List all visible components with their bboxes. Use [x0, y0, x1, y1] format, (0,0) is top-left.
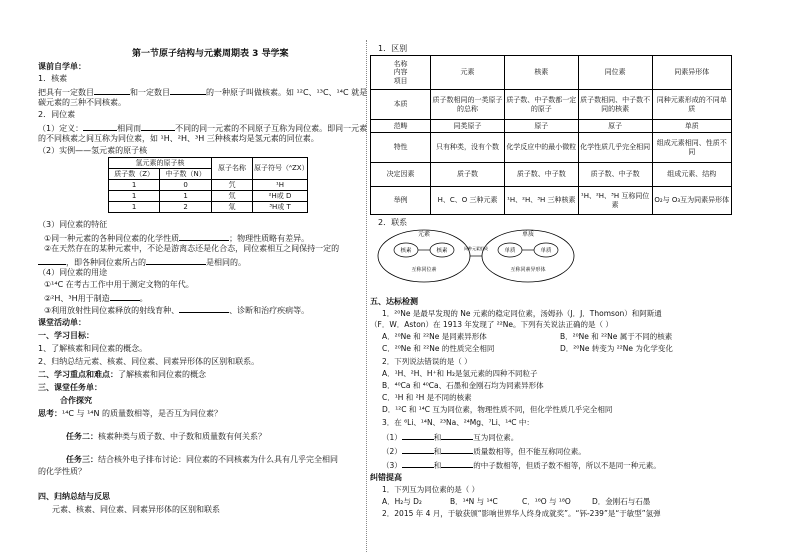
q3-part2-num: （2） — [382, 447, 402, 456]
s2-example-heading: （2）实例——氢元素的原子核 — [38, 146, 148, 155]
s4-item2-a: ②²H、³H用于制造 — [44, 294, 110, 303]
s3-item2: ②在天然存在的某种元素中，不论是游离态还是化合态，同位素相互之间保持一定的 — [44, 244, 340, 253]
cell: 质子数、中子数都一定的原子 — [504, 90, 578, 120]
table-row — [371, 133, 732, 163]
key-points-heading: 二、学习重点和难点： — [38, 370, 118, 379]
diagram-middle-label: 同种元素组成 — [464, 246, 488, 251]
q3-part3-num: （3） — [382, 461, 402, 470]
cell: 同种元素形成的不同单质 — [652, 90, 731, 120]
task3-label: 任务三： — [66, 455, 98, 464]
s4-heading: （4）同位素的用途 — [38, 268, 108, 277]
cell: 原子 — [578, 120, 652, 133]
col-header-protons: 质子数（Z） — [109, 169, 160, 180]
q2-option-d: D．¹²C 和 ¹⁴C 互为同位素，物理性质不同，但化学性质几乎完全相同 — [382, 405, 613, 414]
q3-part2 — [382, 445, 586, 456]
diagram-element-label: 元素 — [417, 231, 431, 238]
row-label: 决定因素 — [371, 163, 431, 187]
blank[interactable] — [110, 292, 140, 301]
q2-option-c: C．¹H 和 ²H 是不同的核素 — [382, 393, 472, 402]
q3-part2-text: 质量数相等，但不能互称同位素。 — [473, 447, 586, 456]
blank[interactable] — [179, 232, 229, 241]
cell: 化学反应中的最小微粒 — [504, 133, 578, 163]
s4-item3-b: 、诊断和治疗疾病等。 — [229, 306, 310, 315]
cell: 化学性质几乎完全相同 — [578, 133, 652, 163]
cell: 组成元素相同、性质不同 — [652, 133, 731, 163]
table-group-header: 氢元素的原子核 — [109, 158, 212, 169]
hydrogen-isotope-table — [108, 157, 308, 213]
s4-item3 — [44, 304, 309, 316]
corner-label-2: 内容 — [393, 68, 408, 77]
e1-option-a: A．H₂与 D₂ — [382, 497, 422, 506]
cell: 1 — [160, 191, 212, 202]
task-3-cont: 的化学性质？ — [38, 467, 86, 476]
think-text: ¹⁴C 与 ¹⁴N 的质量数相等，是否互为同位素？ — [62, 409, 223, 418]
s3-heading: （3）同位素的特征 — [38, 220, 108, 229]
cell: ¹H、²H、³H 互称同位素 — [578, 187, 652, 215]
summary-heading: 四、归纳总结与反思 — [38, 492, 110, 501]
test-heading: 五、达标检测 — [370, 297, 418, 306]
cell: 质子数相同、中子数不同的核素 — [578, 90, 652, 120]
diagram-nuclide-1: 核素 — [400, 248, 412, 254]
section-in-class: 课堂活动单： — [38, 318, 86, 327]
table-row — [109, 191, 308, 202]
cell: 只有种类，没有个数 — [431, 133, 505, 163]
blank[interactable] — [441, 431, 473, 440]
task-2 — [66, 432, 266, 442]
blank[interactable] — [170, 86, 206, 95]
page-title: 第一节原子结构与元素周期表 3 导学案 — [132, 49, 289, 59]
s4-item1: ①¹⁴C 在考古工作中用于测定文物的年代。 — [44, 280, 194, 289]
q2-stem: 2．下列说法错误的是（ ） — [382, 357, 472, 366]
cell: 0 — [160, 180, 212, 191]
cell: O₂与 O₃互为同素异形体 — [652, 187, 731, 215]
corner-label-1: 名称 — [393, 60, 408, 69]
s3-item1-b: ；物理性质略有差异。 — [229, 234, 310, 243]
table-row — [109, 202, 308, 213]
s1-text-b: 和一定数目 — [130, 88, 170, 97]
blank[interactable] — [146, 256, 206, 265]
diagram-allotrope-label: 互称同素异形体 — [510, 267, 546, 273]
s2-def-line2: 的不同核素之间互称为同位素，如 ¹H、²H、³H 三种核素均是氢元素的同位素。 — [38, 134, 319, 143]
s3-item1-a: ①同一种元素的各种同位素的化学性质 — [44, 234, 180, 243]
key-points-text: 了解核素和同位素的概念 — [118, 370, 206, 379]
diagram-isotope-label: 互称同位素 — [411, 267, 437, 273]
tasks-heading: 三、课堂任务单： — [38, 383, 102, 392]
cell: 质子数 — [431, 163, 505, 187]
cell: 氘 — [212, 191, 253, 202]
s3-item2-cont-a: ，即各种同位素所占的 — [66, 258, 146, 267]
s2-def-text-c: 不同的同一元素的不同原子互称为同位素。即同一元素 — [175, 124, 368, 133]
diagram-substance-label: 单质 — [521, 231, 535, 238]
q1-option-a: A．²⁰Ne 和 ²²Ne 是同素异形体 — [382, 332, 487, 341]
s3-item2-cont — [38, 256, 246, 268]
col-header-neutrons: 中子数（N） — [160, 169, 212, 180]
q3-part1-num: （1） — [382, 433, 402, 442]
cell: 质子数、中子数 — [578, 163, 652, 187]
s1-line2: 碳元素的三种不同核素。 — [38, 98, 126, 107]
col-header-name: 原子名称 — [212, 158, 253, 180]
cell: 1 — [109, 180, 160, 191]
cell: ³H或 T — [253, 202, 308, 213]
cell: 氚 — [212, 202, 253, 213]
q3-stem: 3．在 ⁶Li、¹⁴N、²³Na、²⁴Mg、⁷Li、¹⁴C 中： — [382, 418, 534, 427]
relation-heading: 2．联系 — [378, 218, 408, 227]
row-label: 特性 — [371, 133, 431, 163]
cooperative-inquiry: 合作探究 — [60, 396, 92, 405]
q2-option-a: A．¹H、²H、H⁺和 H₂是氢元素的四种不同粒子 — [382, 369, 538, 378]
row-label: 举例 — [371, 187, 431, 215]
s2-def-label: （1）定义： — [38, 124, 84, 133]
goals-heading: 一、学习目标： — [38, 331, 94, 340]
q1-option-c: C．²⁰Ne 和 ²²Ne 的性质完全相同 — [382, 344, 495, 353]
cell: 2 — [160, 202, 212, 213]
blank[interactable] — [402, 431, 434, 440]
q1-stem-1: 1．²⁰Ne 是最早发现的 Ne 元素的稳定同位素，汤姆孙（J．J．Thomson）和阿斯通 — [382, 309, 662, 318]
q2-option-b: B．⁴⁰Ca 和 ⁴⁰Ca、石墨和金刚石均为同素异形体 — [382, 381, 544, 390]
table-row — [371, 120, 732, 133]
key-points — [38, 370, 206, 380]
blank[interactable] — [441, 459, 473, 468]
s1-text-a: 把具有一定数目 — [38, 88, 94, 97]
s2-heading: 2．同位素 — [38, 110, 76, 119]
table-row — [371, 90, 732, 120]
blank[interactable] — [402, 459, 434, 468]
q3-part1 — [382, 431, 518, 442]
corner-label-3: 项目 — [393, 76, 408, 85]
s1-heading: 1．核素 — [38, 74, 68, 83]
cell: H、C、O 三种元素 — [431, 187, 505, 215]
row-label: 本质 — [371, 90, 431, 120]
cell: 氕 — [212, 180, 253, 191]
cell: 质子数、中子数 — [504, 163, 578, 187]
q3-part3-and: 和 — [433, 461, 442, 470]
s1-line1 — [38, 86, 367, 98]
cell: 1 — [109, 191, 160, 202]
section-pre-class: 课前自学单： — [38, 62, 86, 71]
corner-cell — [371, 56, 431, 90]
cell: 1 — [109, 202, 160, 213]
cell: ²H或 D — [253, 191, 308, 202]
blank[interactable] — [94, 86, 130, 95]
q1-stem-2: （F．W．Aston）在 1913 年发现了 ²²Ne。下列有关说法正确的是（ ） — [370, 320, 613, 329]
task3-text: 结合核外电子排布讨论：同位素的不同核素为什么具有几乎完全相同 — [98, 455, 338, 464]
blank[interactable] — [179, 304, 229, 313]
row-label: 范畴 — [371, 120, 431, 133]
col-header-element: 元素 — [431, 56, 505, 90]
think-question — [38, 409, 222, 419]
q1-option-d: D．²⁰Ne 转变为 ²²Ne 为化学变化 — [560, 344, 673, 353]
goal-1: 1、了解核素和同位素的概念。 — [38, 344, 148, 353]
fold-line — [366, 40, 367, 552]
s4-item3-a: ③利用放射性同位素释放的射线育种、 — [44, 306, 180, 315]
e1-stem: 1．下列互为同位素的是（ ） — [382, 485, 480, 494]
col-header-isotope: 同位素 — [578, 56, 652, 90]
blank[interactable] — [441, 445, 473, 454]
blank[interactable] — [38, 256, 66, 265]
s2-def-text-b: 相同而 — [117, 124, 142, 133]
col-header-allotrope: 同素异形体 — [652, 56, 731, 90]
s3-item2-cont-b: 是相同的。 — [206, 258, 246, 267]
q3-part1-text: 互为同位素。 — [473, 433, 519, 442]
blank[interactable] — [402, 445, 434, 454]
extension-heading: 纠错提高 — [370, 473, 402, 482]
q3-part2-and: 和 — [433, 447, 442, 456]
goal-2: 2、归纳总结元素、核素、同位素、同素异形体的区别和联系。 — [38, 357, 260, 366]
s4-item2-b: 。 — [139, 294, 148, 303]
diagram-nuclide-2: 核素 — [436, 248, 448, 254]
cell: 原子 — [504, 120, 578, 133]
task2-label: 任务二： — [66, 432, 98, 441]
e1-option-b: B．¹⁴N 与 ¹⁴C — [450, 497, 498, 506]
s3-item1 — [44, 232, 309, 244]
s2-def-line1 — [38, 122, 367, 134]
q1-option-b: B．²⁰Ne 和 ²²Ne 属于不同的核素 — [560, 332, 673, 341]
q3-part1-and: 和 — [433, 433, 442, 442]
q3-part3 — [382, 459, 661, 470]
col-header-symbol: 原子符号（ᴬZX） — [253, 158, 308, 180]
e1-option-c: C．¹⁶O 与 ¹⁸O — [522, 497, 571, 506]
difference-heading: 1．区别 — [378, 44, 408, 53]
col-header-nuclide: 核素 — [504, 56, 578, 90]
q3-part3-text: 的中子数相等，但质子数不相等，所以不是同一种元素。 — [473, 461, 661, 470]
think-label: 思考： — [38, 409, 62, 418]
cell: 组成元素、结构 — [652, 163, 731, 187]
diagram-substance-2: 单质 — [540, 248, 552, 254]
cell: ¹H、²H、³H 三种核素 — [504, 187, 578, 215]
comparison-table — [370, 55, 732, 215]
table-row — [109, 180, 308, 191]
relation-diagram — [376, 228, 576, 284]
s4-item2 — [44, 292, 148, 304]
e1-option-d: D．金刚石与石墨 — [592, 497, 651, 506]
table-row — [371, 163, 732, 187]
cell: ¹H — [253, 180, 308, 191]
task2-text: 核素种类与质子数、中子数和质量数有何关系？ — [98, 432, 266, 441]
cell: 同类原子 — [431, 120, 505, 133]
task-3 — [66, 455, 338, 465]
diagram-substance-1: 单质 — [504, 248, 516, 254]
cell: 单质 — [652, 120, 731, 133]
blank[interactable] — [83, 122, 117, 131]
e2-stem: 2．2015 年 4 月，于敏获颁“影响世界华人终身成就奖”。“钚-239”是“于敏型”氢弹 — [382, 509, 661, 518]
cell: 质子数相同的一类原子的总称 — [431, 90, 505, 120]
blank[interactable] — [141, 122, 175, 131]
summary-text: 元素、核素、同位素、同素异形体的区别和联系 — [52, 505, 220, 514]
s1-text-c: 的一种原子叫做核素。如 ¹²C、¹³C、¹⁴C 就是 — [206, 88, 368, 97]
table-row — [371, 187, 732, 215]
